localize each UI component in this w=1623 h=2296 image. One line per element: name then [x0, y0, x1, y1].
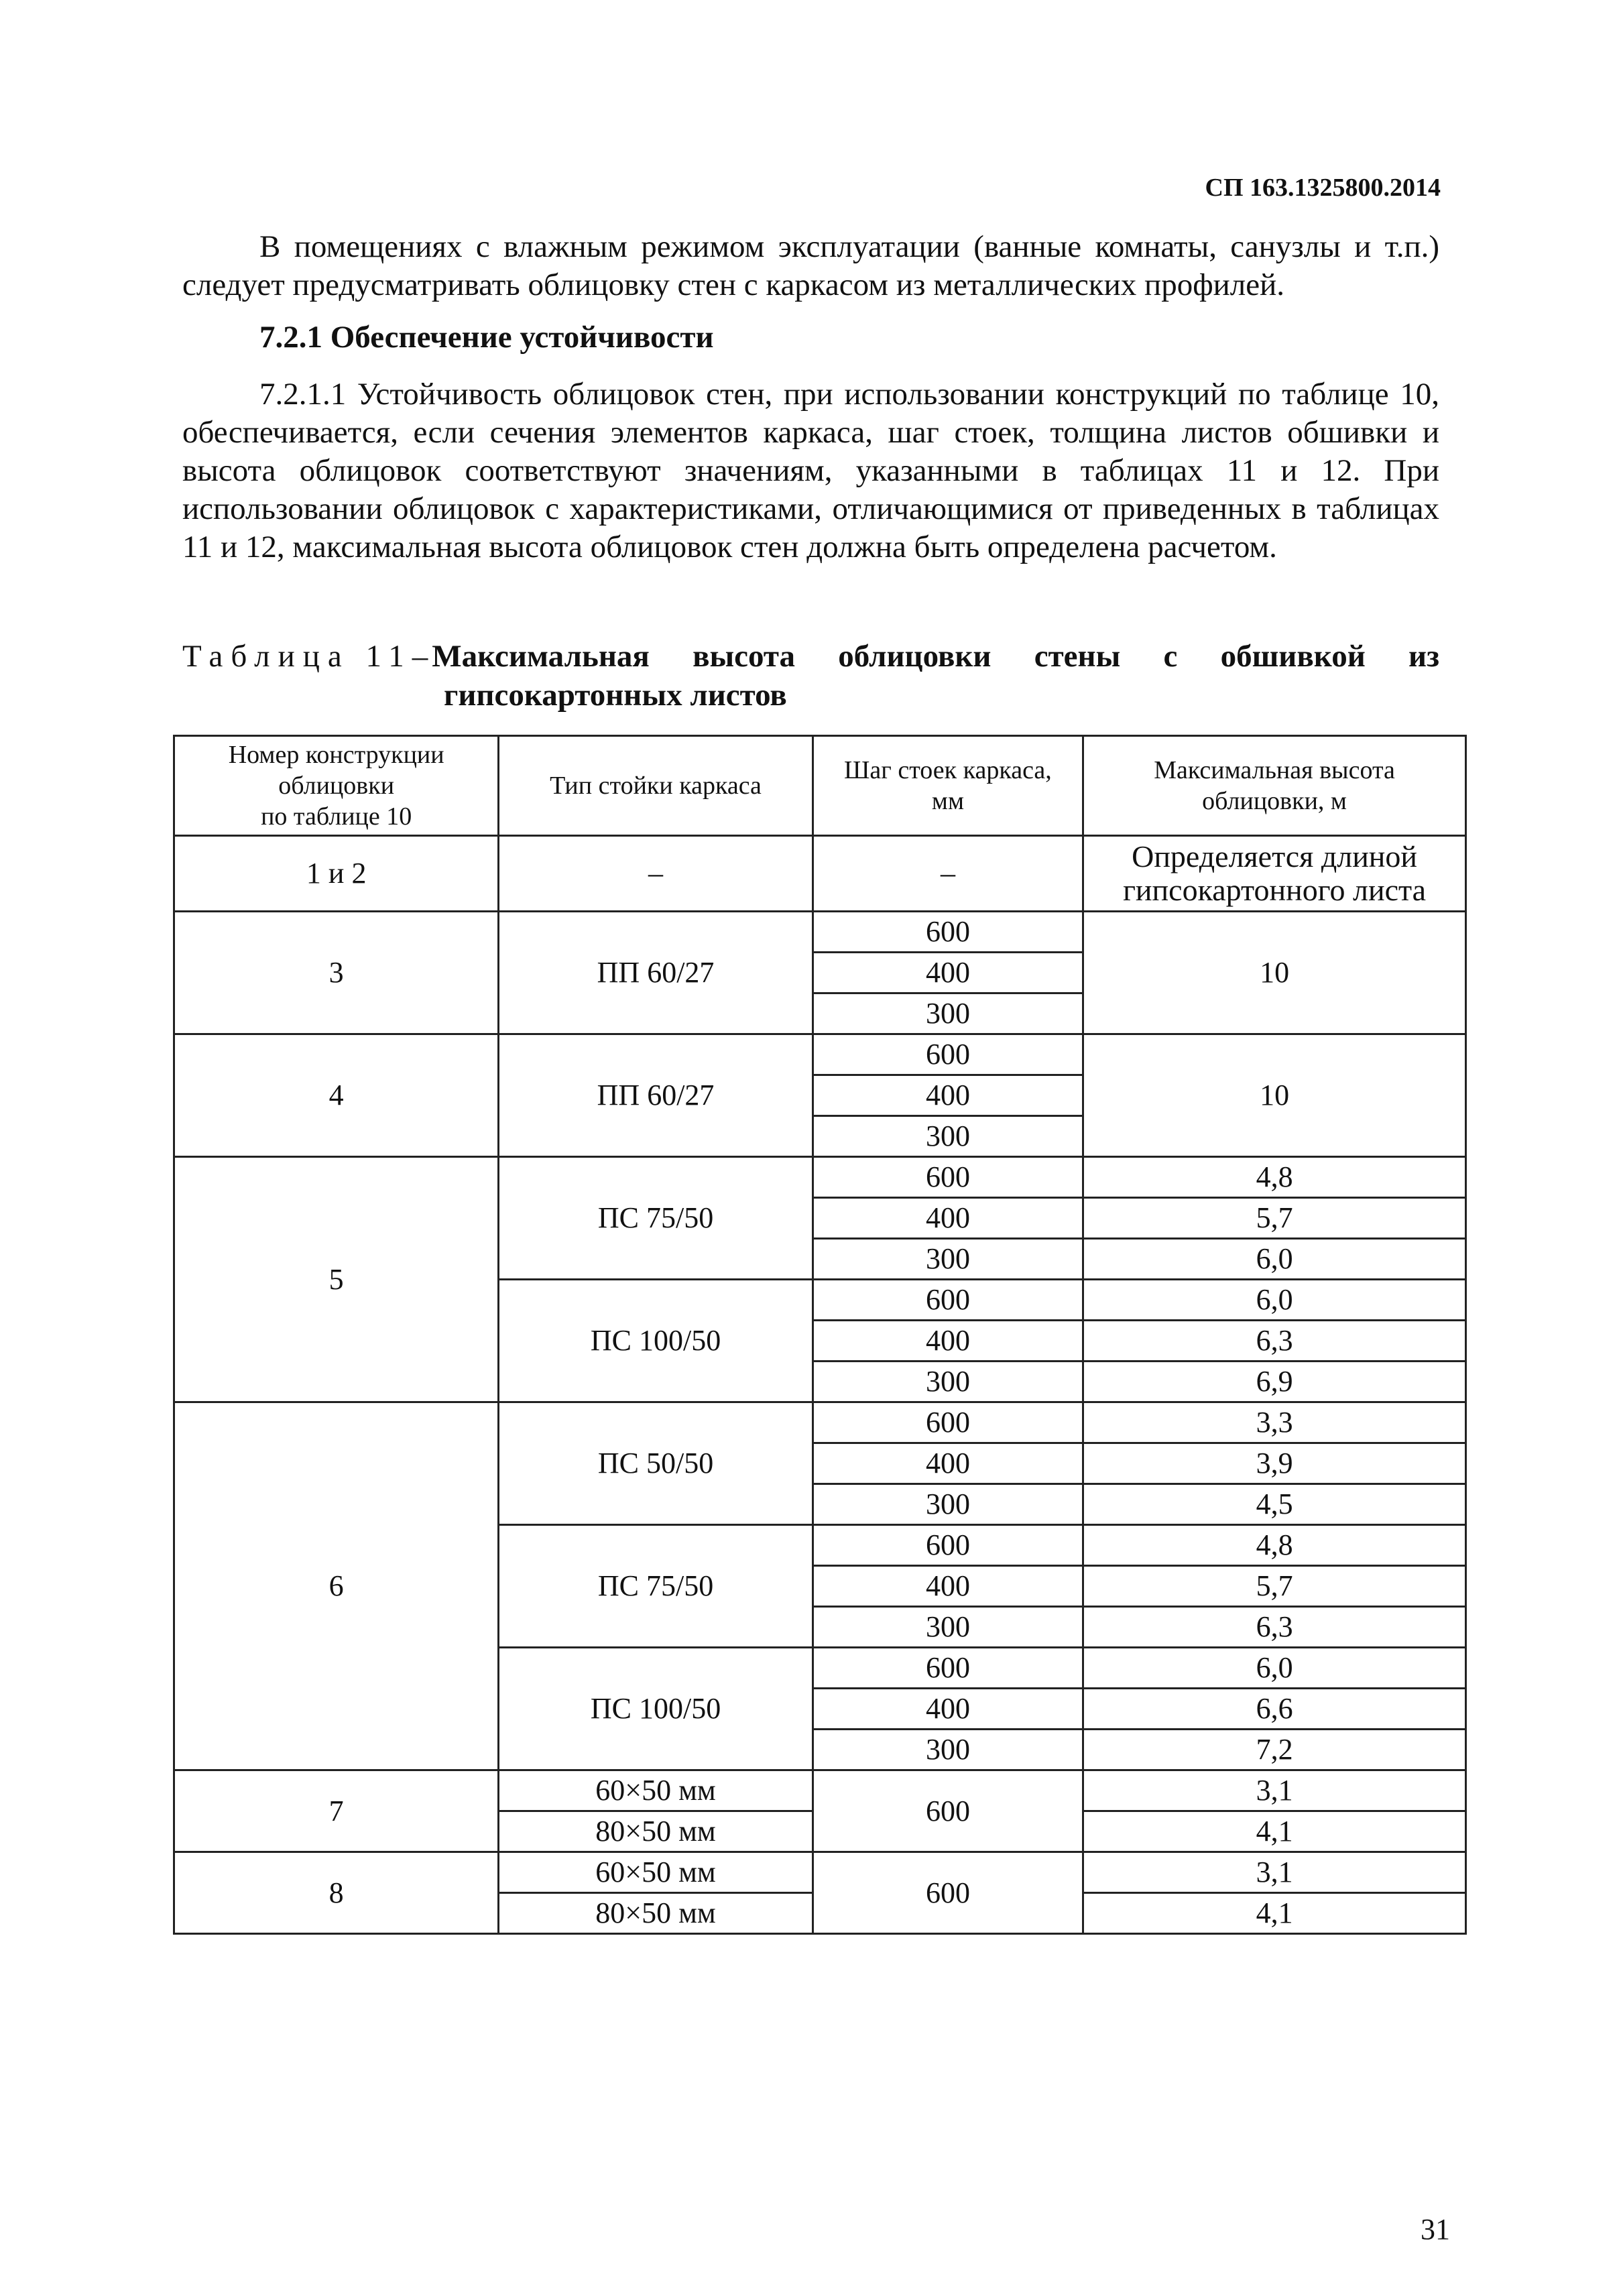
- table-cell: 600: [813, 1770, 1083, 1852]
- table-label: Таблица 11: [182, 639, 412, 674]
- table-cell: 3,3: [1083, 1402, 1466, 1443]
- table-cell: Определяется длиной гипсокартонного листа: [1083, 836, 1466, 912]
- header-stud-step: Шаг стоек каркаса, мм: [813, 736, 1083, 836]
- table-cell: 300: [813, 1239, 1083, 1280]
- table-cell: 3,1: [1083, 1852, 1466, 1893]
- table-cell: 7: [174, 1770, 499, 1852]
- table-cell: 400: [813, 953, 1083, 993]
- table-cell: 600: [813, 1525, 1083, 1566]
- table-cell: ПП 60/27: [499, 912, 813, 1034]
- table-cell: ПС 75/50: [499, 1525, 813, 1648]
- table-cell: 400: [813, 1566, 1083, 1607]
- table-cell: 8: [174, 1852, 499, 1934]
- table-cell: 80×50 мм: [499, 1893, 813, 1934]
- table-cell: 600: [813, 1157, 1083, 1198]
- table-cell: 5,7: [1083, 1198, 1466, 1239]
- table-cell: 4,5: [1083, 1484, 1466, 1525]
- table-cell: 60×50 мм: [499, 1852, 813, 1893]
- paragraph-moist-rooms: В помещениях с влажным режимом эксплуатации (ванные комнаты, санузлы и т.п.) следует предусматривать облицовку стен с каркасом из металлических профилей.: [182, 229, 1439, 302]
- table-header-row: [174, 736, 1466, 836]
- table-max-height: [173, 735, 1467, 1935]
- table-cell: 60×50 мм: [499, 1770, 813, 1811]
- table-cell: 10: [1083, 1034, 1466, 1157]
- table-caption: Таблица 11– Максимальная высота облицовки стены с обшивкой из гипсокартонных листов: [182, 639, 1439, 713]
- table-cell: 6: [174, 1402, 499, 1770]
- table-cell: 5: [174, 1157, 499, 1402]
- table-cell: 6,3: [1083, 1607, 1466, 1648]
- table-cell: 4,1: [1083, 1893, 1466, 1934]
- table-cell: 300: [813, 1730, 1083, 1770]
- page-number: 31: [1421, 2213, 1450, 2246]
- table-row: [174, 1770, 1466, 1811]
- table-cell: 4,8: [1083, 1157, 1466, 1198]
- table-cell: 4,1: [1083, 1811, 1466, 1852]
- table-cell: 3,1: [1083, 1770, 1466, 1811]
- table-cell: 400: [813, 1321, 1083, 1362]
- table-cell: 300: [813, 993, 1083, 1034]
- table-cell: 5,7: [1083, 1566, 1466, 1607]
- section-heading: 7.2.1 Обеспечение устойчивости: [259, 320, 714, 355]
- table-cell: 3: [174, 912, 499, 1034]
- table-row: [174, 836, 1466, 912]
- table-row: [174, 1157, 1466, 1198]
- table-cell: 400: [813, 1075, 1083, 1116]
- table-cell: 400: [813, 1198, 1083, 1239]
- table-row: [174, 1402, 1466, 1443]
- table-cell: 300: [813, 1362, 1083, 1402]
- header-max-height: Максимальная высота облицовки, м: [1083, 736, 1466, 836]
- table-cell: 6,0: [1083, 1239, 1466, 1280]
- table-cell: 80×50 мм: [499, 1811, 813, 1852]
- paragraph-stability: 7.2.1.1 Устойчивость облицовок стен, при использовании конструкций по таблице 10, обеспечивается, если сечения элементов каркаса, шаг стоек, толщина листов обшивки и высота облицовок соответствуют значениям, указанными в таблицах 11 и 12. При использовании облицовок с характеристиками, отличающимися от приведенных в таблицах 11 и 12, максимальная высота облицовок стен должна быть определена расчетом.: [182, 377, 1439, 564]
- table-cell: 600: [813, 1852, 1083, 1934]
- table-row: [174, 1034, 1466, 1075]
- header-construction-number: Номер конструкции облицовки по таблице 10: [174, 736, 499, 836]
- table-cell: 7,2: [1083, 1730, 1466, 1770]
- table-cell: 600: [813, 1034, 1083, 1075]
- table-cell: ПС 50/50: [499, 1402, 813, 1525]
- table-cell: 6,6: [1083, 1689, 1466, 1730]
- table-cell: ПС 100/50: [499, 1648, 813, 1770]
- table-cell: 400: [813, 1443, 1083, 1484]
- table-cell: 4,8: [1083, 1525, 1466, 1566]
- table-cell: 300: [813, 1116, 1083, 1157]
- table-cell: 300: [813, 1484, 1083, 1525]
- table-cell: 10: [1083, 912, 1466, 1034]
- table-cell: –: [813, 836, 1083, 912]
- header-stud-type: Тип стойки каркаса: [499, 736, 813, 836]
- table-cell: 6,0: [1083, 1280, 1466, 1321]
- table-cell: 6,3: [1083, 1321, 1466, 1362]
- table-cell: 6,9: [1083, 1362, 1466, 1402]
- table-cell: 3,9: [1083, 1443, 1466, 1484]
- table-cell: 600: [813, 1648, 1083, 1689]
- table-cell: 1 и 2: [174, 836, 499, 912]
- table-cell: –: [499, 836, 813, 912]
- table-row: [174, 912, 1466, 953]
- table-cell: 300: [813, 1607, 1083, 1648]
- table-cell: 600: [813, 1402, 1083, 1443]
- document-code: СП 163.1325800.2014: [1205, 174, 1441, 202]
- table-cell: 4: [174, 1034, 499, 1157]
- table-cell: ПП 60/27: [499, 1034, 813, 1157]
- table-cell: 6,0: [1083, 1648, 1466, 1689]
- table-cell: ПС 75/50: [499, 1157, 813, 1280]
- table-cell: 600: [813, 912, 1083, 953]
- table-row: [174, 1852, 1466, 1893]
- table-cell: ПС 100/50: [499, 1280, 813, 1402]
- table-cell: 600: [813, 1280, 1083, 1321]
- table-cell: 400: [813, 1689, 1083, 1730]
